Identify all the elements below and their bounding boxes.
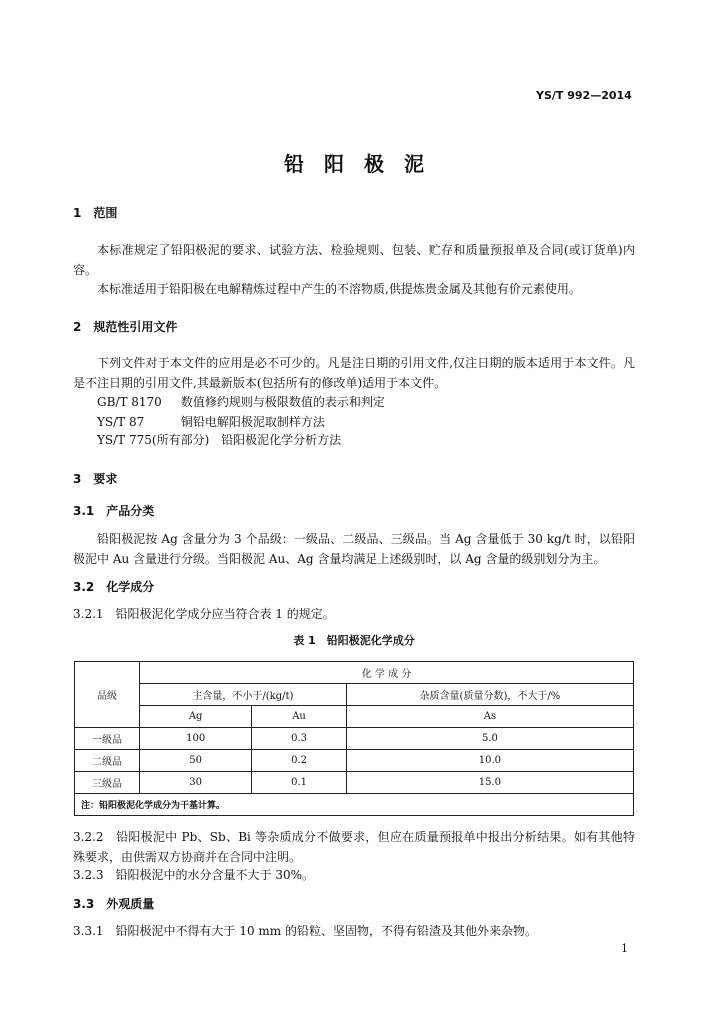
au-cell: 0.1 — [252, 772, 347, 794]
reference-item — [97, 413, 325, 430]
au-cell: 0.3 — [252, 728, 347, 750]
reference-code: YS/T 87 — [97, 415, 145, 429]
table-row — [75, 728, 634, 750]
table-row — [75, 772, 634, 794]
section-3-1-paragraph: 铅阳极泥按 Ag 含量分为 3 个品级：一级品、二级品、三级品。当 Ag 含量低于 30 kg/t 时，以铅阳极泥中 Au 含量进行分级。当阳极泥 Au、Ag 含量均满足上述级别时，以 Ag 含量的级别划分为主。 — [73, 532, 635, 566]
clause-3-2-2: 3.2.2 铅阳极泥中 Pb、Sb、Bi 等杂质成分不做要求，但应在质量预报单中报出分析结果。如有其他特殊要求，由供需双方协商并在合同中注明。 — [73, 830, 635, 864]
ag-cell: 50 — [140, 750, 252, 772]
as-cell: 5.0 — [346, 728, 633, 750]
clause-3-2-3: 3.2.3 铅阳极泥中的水分含量不大于 30%。 — [73, 868, 315, 882]
grade-cell: 三级品 — [75, 772, 140, 794]
column-au: Au — [252, 706, 347, 728]
section-1-paragraph-2: 本标准适用于铅阳极在电解精炼过程中产生的不溶物质,供提炼贵金属及其他有价元素使用。 — [97, 282, 581, 296]
document-title: 铅阳极泥 — [284, 152, 444, 176]
section-1-heading: 1 范围 — [73, 206, 118, 220]
section-2-paragraph: 下列文件对于本文件的应用是必不可少的。凡是注日期的引用文件,仅注日期的版本适用于本文件。凡是不注日期的引用文件,其最新版本(包括所有的修改单)适用于本文件。 — [73, 356, 635, 390]
section-3-heading: 3 要求 — [73, 472, 118, 486]
main-content-header: 主含量，不小于/(kg/t) — [140, 684, 347, 706]
section-2-heading: 2 规范性引用文件 — [73, 320, 178, 334]
standard-number: YS/T 992—2014 — [536, 89, 632, 102]
reference-code: GB/T 8170 — [97, 395, 162, 409]
grade-header: 品级 — [75, 662, 140, 728]
au-cell: 0.2 — [252, 750, 347, 772]
chemical-composition-table — [74, 661, 634, 816]
reference-item — [97, 393, 385, 410]
column-as: As — [346, 706, 633, 728]
section-1-paragraph-1: 本标准规定了铅阳极泥的要求、试验方法、检验规则、包装、贮存和质量预报单及合同(或订货单)内容。 — [73, 243, 635, 277]
ag-cell: 30 — [140, 772, 252, 794]
impurity-header: 杂质含量(质量分数)，不大于/% — [346, 684, 633, 706]
section-3-2-heading: 3.2 化学成分 — [73, 580, 155, 594]
section-3-1-heading: 3.1 产品分类 — [73, 504, 155, 518]
reference-title: 数值修约规则与极限数值的表示和判定 — [180, 395, 385, 409]
grade-cell: 二级品 — [75, 750, 140, 772]
table-note: 注：铅阳极泥化学成分为干基计算。 — [75, 794, 634, 816]
reference-title: 铜铅电解阳极泥取制样方法 — [180, 415, 325, 429]
reference-code: YS/T 775(所有部分) — [97, 433, 210, 447]
ag-cell: 100 — [140, 728, 252, 750]
page-number: 1 — [621, 942, 628, 955]
composition-group-header: 化 学 成 分 — [140, 662, 634, 684]
section-3-3-heading: 3.3 外观质量 — [73, 897, 155, 911]
as-cell: 10.0 — [346, 750, 633, 772]
table-1-caption: 表 1 铅阳极泥化学成分 — [293, 634, 415, 647]
reference-title: 铅阳极泥化学分析方法 — [221, 433, 342, 447]
table-row — [75, 750, 634, 772]
reference-item — [97, 431, 341, 448]
as-cell: 15.0 — [346, 772, 633, 794]
column-ag: Ag — [140, 706, 252, 728]
grade-cell: 一级品 — [75, 728, 140, 750]
clause-3-3-1: 3.3.1 铅阳极泥中不得有大于 10 mm 的铅粒、坚固物，不得有铅渣及其他外来杂物。 — [73, 924, 538, 938]
clause-3-2-1: 3.2.1 铅阳极泥化学成分应当符合表 1 的规定。 — [73, 607, 335, 621]
